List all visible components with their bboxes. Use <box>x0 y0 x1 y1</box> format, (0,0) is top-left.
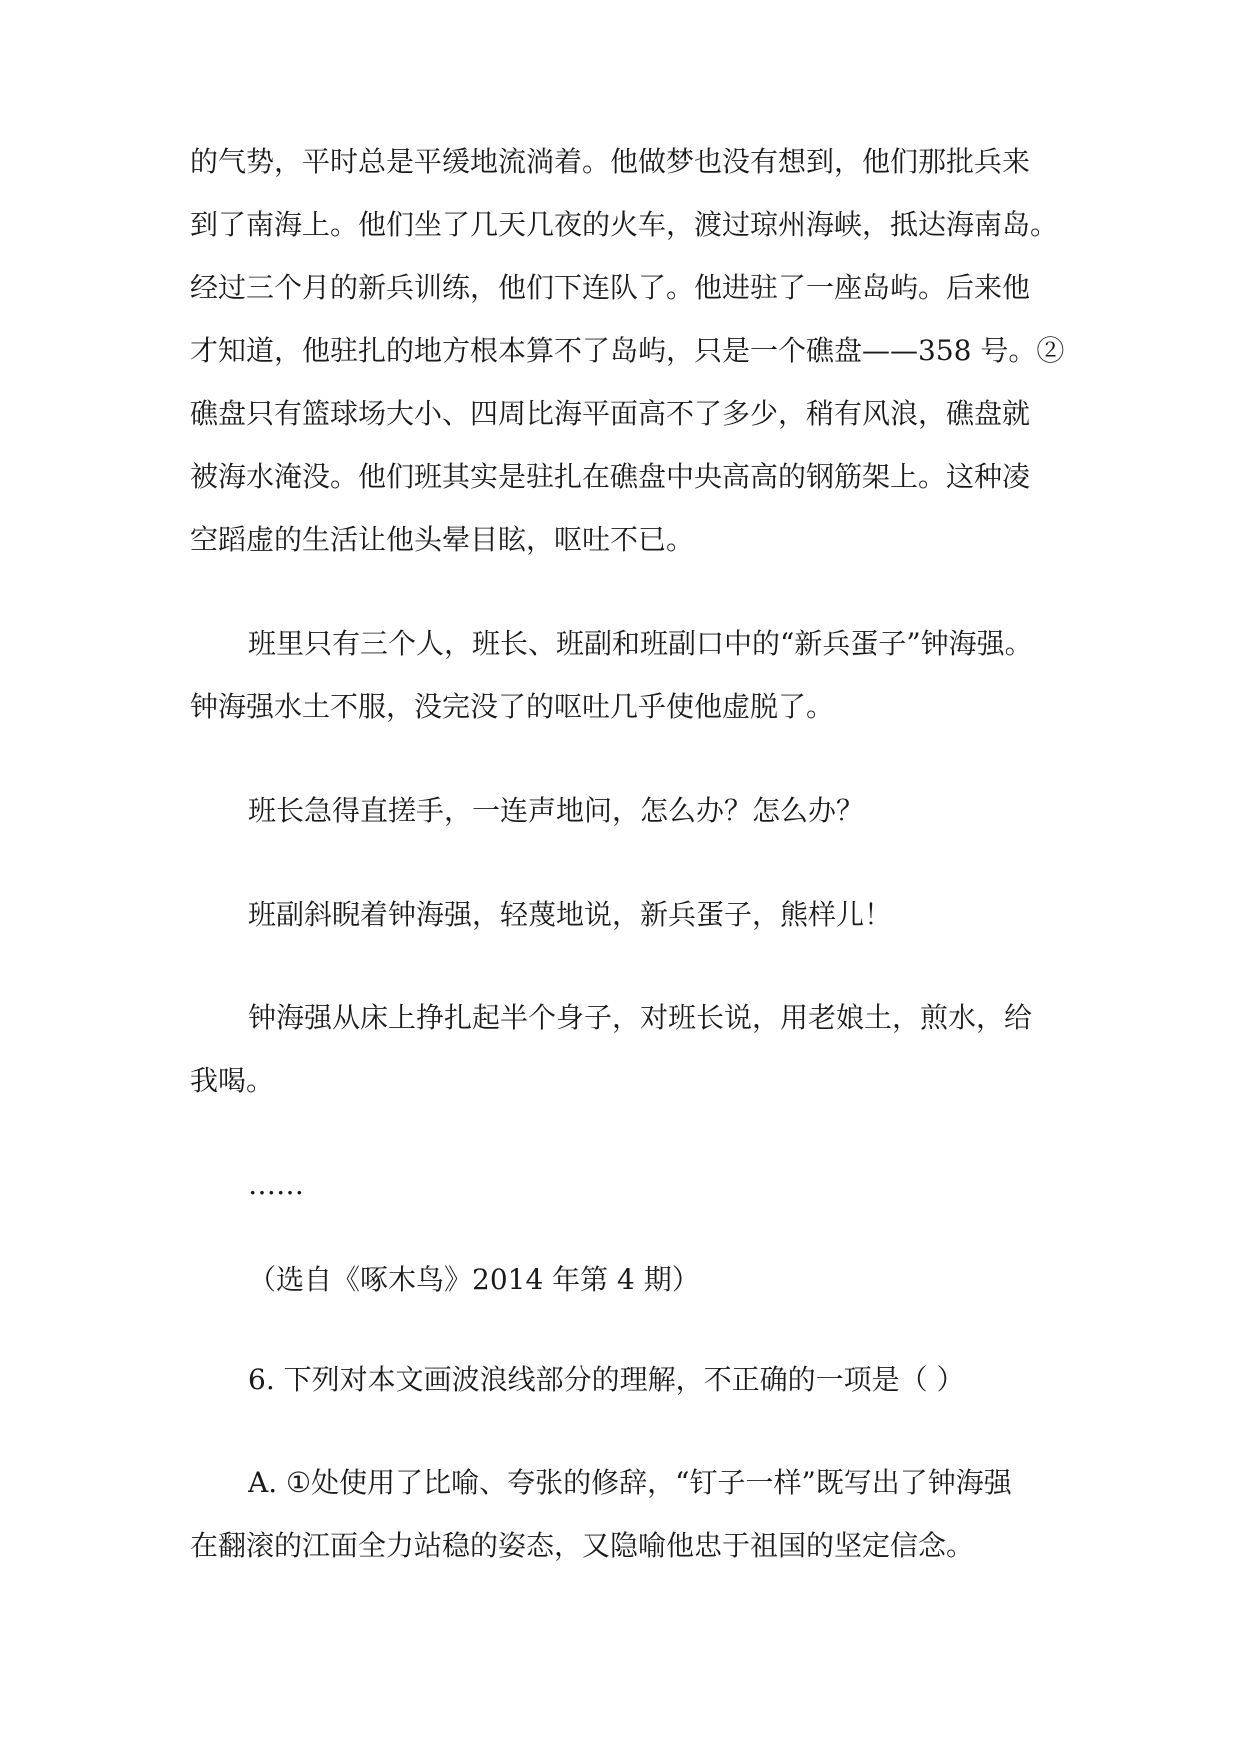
paragraph-1-line: 礁盘只有篮球场大小、四周比海平面高不了多少，稍有风浪，礁盘就 <box>190 397 1031 430</box>
paragraph-4: 班副斜睨着钟海强，轻蔑地说，新兵蛋子，熊样儿！ <box>248 898 893 931</box>
paragraph-1-line: 经过三个月的新兵训练，他们下连队了。他进驻了一座岛屿。后来他 <box>190 271 1031 304</box>
option-a-line: 在翻滚的江面全力站稳的姿态，又隐喻他忠于祖国的坚定信念。 <box>190 1529 975 1562</box>
source-citation: （选自《啄木鸟》2014 年第 4 期） <box>248 1263 700 1296</box>
question-6: 6. 下列对本文画波浪线部分的理解，不正确的一项是（ ） <box>248 1363 965 1396</box>
paragraph-1-line: 空蹈虚的生活让他头晕目眩，呕吐不已。 <box>190 523 695 556</box>
ellipsis: …… <box>248 1168 304 1201</box>
paragraph-5-line: 我喝。 <box>190 1064 275 1097</box>
paragraph-5-line: 钟海强从床上挣扎起半个身子，对班长说，用老娘土，煎水，给 <box>248 1001 1033 1034</box>
option-a-line: A. ①处使用了比喻、夸张的修辞，“钉子一样”既写出了钟海强 <box>248 1466 1012 1499</box>
paragraph-1-line: 被海水淹没。他们班其实是驻扎在礁盘中央高高的钢筋架上。这种凌 <box>190 460 1031 493</box>
paragraph-3: 班长急得直搓手，一连声地问，怎么办？怎么办？ <box>248 794 865 827</box>
paragraph-1-line: 的气势，平时总是平缓地流淌着。他做梦也没有想到，他们那批兵来 <box>190 145 1031 178</box>
paragraph-1-line: 才知道，他驻扎的地方根本算不了岛屿，只是一个礁盘——358 号。② <box>190 334 1065 367</box>
paragraph-2-line: 班里只有三个人，班长、班副和班副口中的“新兵蛋子”钟海强。 <box>248 627 1033 660</box>
paragraph-2-line: 钟海强水土不服，没完没了的呕吐几乎使他虚脱了。 <box>190 690 835 723</box>
paragraph-1-line: 到了南海上。他们坐了几天几夜的火车，渡过琼州海峡，抵达海南岛。 <box>190 208 1059 241</box>
